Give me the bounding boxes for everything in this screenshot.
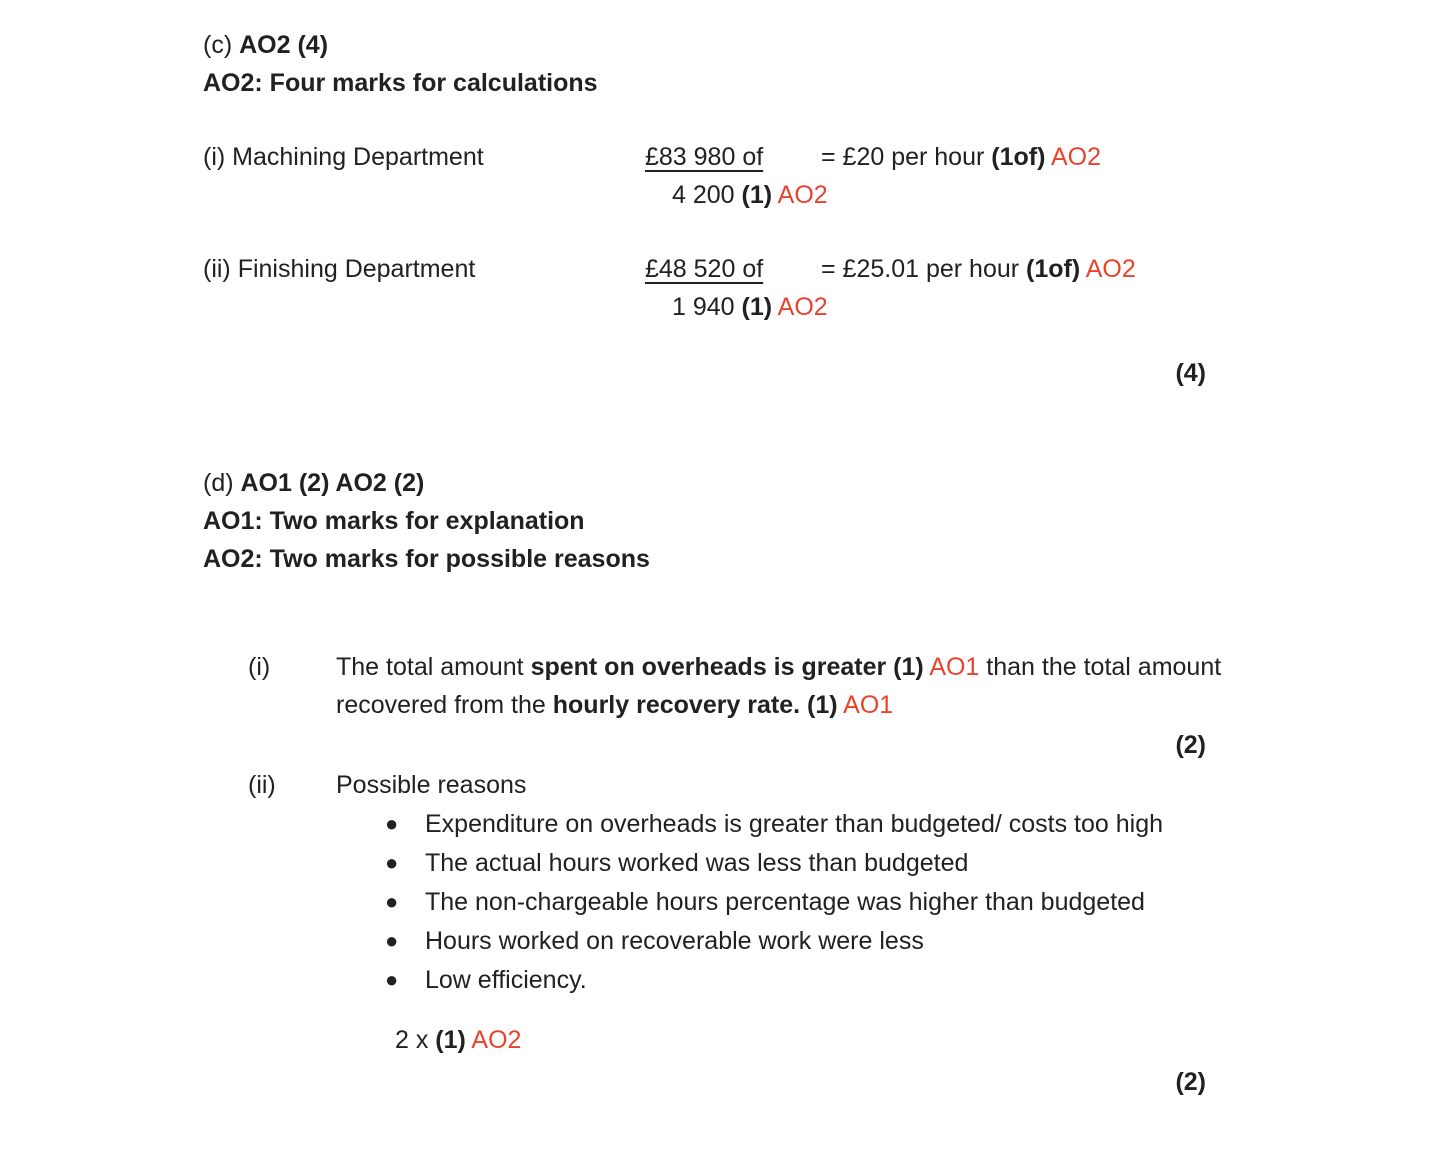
footer-mark: (1)	[435, 1026, 466, 1054]
bullet-icon: ●	[385, 928, 399, 953]
calc-row-finishing	[203, 250, 1436, 326]
calc-row-machining	[203, 138, 1436, 214]
item-ii-title: Possible reasons	[336, 771, 527, 799]
calc-result-finishing	[821, 250, 1136, 288]
section-d-ao-marks: AO1 (2) AO2 (2)	[240, 469, 425, 497]
calc-result-machining	[821, 138, 1101, 176]
bullet-icon: ●	[385, 889, 399, 914]
ao2-tag: AO2	[465, 1026, 522, 1054]
bullet-icon: ●	[385, 967, 399, 992]
fraction-denominator	[672, 176, 828, 214]
section-c-letter: (c)	[203, 31, 240, 59]
denominator-ao-tag: AO2	[772, 181, 828, 209]
bullet-icon: ●	[385, 811, 399, 836]
item-ii-number: (ii)	[248, 771, 276, 799]
reason-text: Low efficiency.	[425, 966, 587, 994]
calc-label-machining: (i) Machining Department	[203, 143, 484, 171]
result-mark: (1of)	[1026, 255, 1081, 283]
reason-list-item	[385, 805, 1436, 843]
reason-list-item	[385, 844, 1436, 882]
reason-text: The actual hours worked was less than budgeted	[425, 849, 969, 877]
item-i-number: (i)	[248, 653, 271, 681]
section-c-heading	[203, 26, 1436, 64]
reason-list-item	[385, 961, 1436, 999]
result-text: = £25.01 per hour	[821, 255, 1027, 283]
result-ao-tag: AO2	[1080, 255, 1136, 283]
calc-label-finishing: (ii) Finishing Department	[203, 255, 476, 283]
fraction-numerator: £83 980 of	[645, 143, 764, 171]
item-ii-mark-allocation	[395, 1021, 1436, 1059]
item-i-explanation	[203, 648, 1436, 724]
reason-list-item	[385, 922, 1436, 960]
explanation-text: than the total amount recovered from the	[336, 653, 1222, 719]
fraction-numerator: £48 520 of	[645, 255, 764, 283]
section-d	[203, 464, 1436, 1101]
section-c	[203, 26, 1436, 392]
section-c-ao-marks: AO2 (4)	[239, 31, 329, 59]
marks-value: (2)	[1175, 731, 1206, 759]
result-text: = £20 per hour	[821, 143, 992, 171]
reason-list-item	[385, 883, 1436, 921]
explanation-bold: hourly recovery rate. (1)	[552, 691, 838, 719]
item-ii-marks	[203, 1063, 1436, 1101]
fraction-finishing	[645, 250, 828, 326]
marks-value: (4)	[1175, 359, 1206, 387]
bullet-icon: ●	[385, 850, 399, 875]
result-mark: (1of)	[991, 143, 1046, 171]
denominator-ao-tag: AO2	[772, 293, 828, 321]
result-ao-tag: AO2	[1045, 143, 1102, 171]
section-d-letter: (d)	[203, 469, 241, 497]
marks-value: (2)	[1175, 1068, 1206, 1096]
footer-text: 2 x	[395, 1026, 436, 1054]
ao1-tag: AO1	[923, 653, 980, 681]
reason-text: Hours worked on recoverable work were less	[425, 927, 924, 955]
explanation-bold: spent on overheads is greater (1)	[530, 653, 924, 681]
denominator-value: 1 940	[672, 293, 742, 321]
item-ii-reasons	[203, 766, 1436, 804]
section-d-heading	[203, 464, 1436, 502]
fraction-denominator	[672, 288, 828, 326]
fraction-machining	[645, 138, 828, 214]
item-i-text	[336, 648, 1236, 724]
reason-text: Expenditure on overheads is greater than budgeted/ costs too high	[425, 810, 1164, 838]
section-c-subheading: AO2: Four marks for calculations	[203, 69, 598, 97]
ao1-tag: AO1	[837, 691, 894, 719]
reason-text: The non-chargeable hours percentage was higher than budgeted	[425, 888, 1145, 916]
section-d-subheading-2: AO2: Two marks for possible reasons	[203, 545, 650, 573]
item-i-marks	[203, 726, 1436, 764]
denominator-mark: (1)	[741, 293, 773, 321]
denominator-value: 4 200	[672, 181, 742, 209]
denominator-mark: (1)	[741, 181, 773, 209]
section-d-subheading-1: AO1: Two marks for explanation	[203, 507, 585, 535]
explanation-text: The total amount	[336, 653, 531, 681]
section-c-total-marks	[203, 354, 1436, 392]
